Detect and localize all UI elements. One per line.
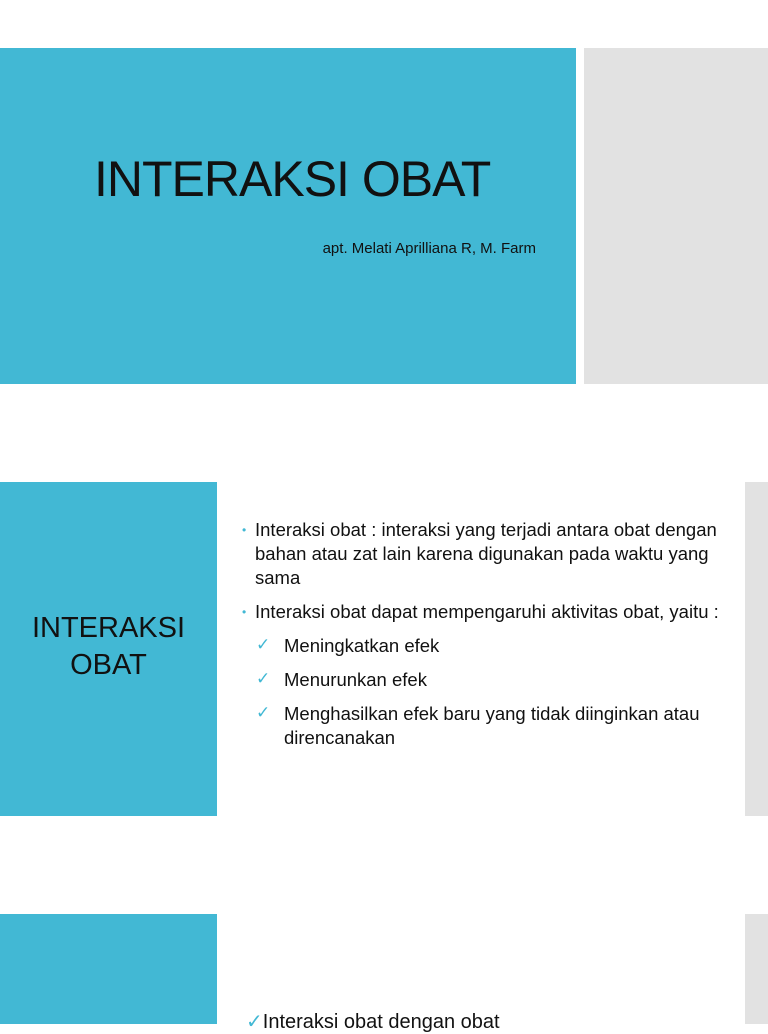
slide3-title-panel — [0, 914, 217, 1024]
slide2-title — [0, 610, 217, 684]
slide2-title-line1: INTERAKSI — [31, 612, 186, 644]
slide1-subtitle: apt. Melati Aprilliana R, M. Farm — [322, 240, 536, 257]
slide3-side-panel — [745, 914, 768, 1024]
slide2-content — [240, 518, 740, 760]
bullet-text: Interaksi obat dapat mempengaruhi aktivitas obat, yaitu : — [255, 601, 719, 622]
check-item — [240, 634, 740, 658]
bullet-dot-icon: • — [242, 523, 247, 537]
check-text: Menghasilkan efek baru yang tidak diinginkan atau direncanakan — [284, 703, 700, 748]
check-item — [240, 702, 740, 750]
slide3-check-text: Interaksi obat dengan obat — [262, 1011, 500, 1033]
bullet-dot-icon: • — [242, 605, 247, 619]
slide1-title-panel — [0, 48, 576, 384]
slide1-title: INTERAKSI OBAT — [94, 151, 491, 207]
bullet-item — [240, 600, 740, 624]
bullet-text: Interaksi obat : interaksi yang terjadi antara obat dengan bahan atau zat lain karena digunakan pada waktu yang sama — [255, 519, 717, 588]
checkmark-icon: ✓ — [256, 669, 271, 688]
checkmark-icon: ✓ — [246, 1011, 263, 1033]
slide1-side-panel — [584, 48, 768, 384]
slide2-side-panel — [745, 482, 768, 816]
check-text: Menurunkan efek — [284, 669, 427, 690]
check-text: Meningkatkan efek — [284, 635, 440, 656]
checkmark-icon: ✓ — [256, 635, 271, 654]
bullet-item — [240, 518, 740, 590]
check-item — [240, 668, 740, 692]
checkmark-icon: ✓ — [256, 703, 271, 722]
slide2-title-line2: OBAT — [70, 649, 147, 681]
slide3-check-item — [246, 1010, 500, 1034]
